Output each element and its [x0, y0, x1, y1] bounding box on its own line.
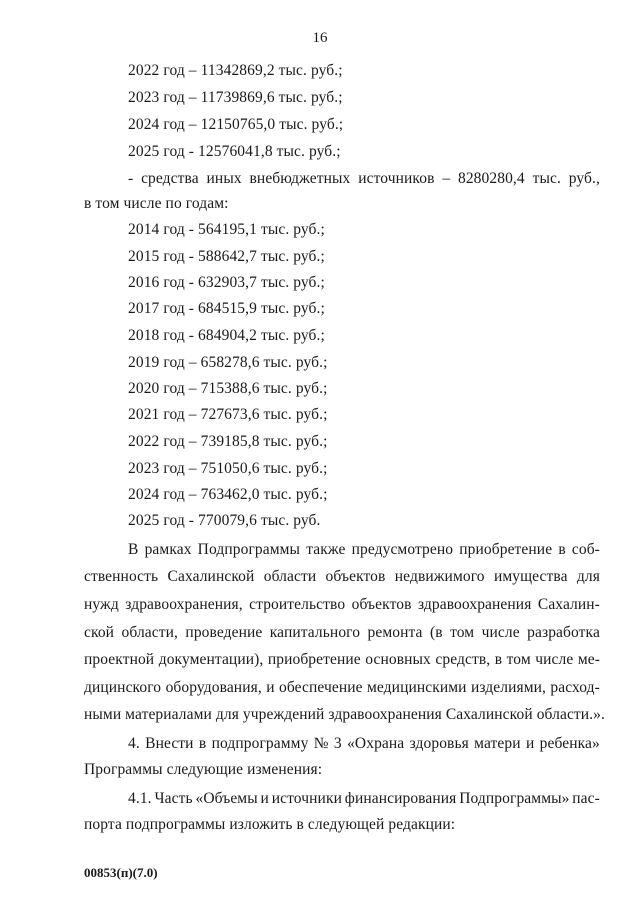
word: 4.1.: [128, 790, 152, 807]
word: здоровья: [409, 735, 469, 752]
year-line-2024: 2024 год – 12150765,0 тыс. руб.;: [128, 116, 344, 133]
word: Внести: [145, 735, 194, 752]
word: иных: [206, 170, 242, 187]
word: источники: [271, 790, 342, 807]
word: средства: [141, 170, 199, 187]
year-line-2018: 2018 год - 684904,2 тыс. руб.;: [128, 327, 325, 344]
year-line-2016: 2016 год - 632903,7 тыс. руб.;: [128, 274, 325, 291]
word: приобретение: [459, 541, 553, 558]
word: оборудования,: [165, 679, 262, 696]
paragraph-3-last-line: порта подпрограммы изложить в следующей редакции:: [84, 816, 456, 833]
word: приобретение: [267, 651, 361, 668]
word: –: [442, 170, 451, 187]
year-line-2020: 2020 год – 715388,6 тыс. руб.;: [128, 380, 328, 397]
word: имущества: [493, 568, 568, 585]
year-line-2023: 2023 год – 11739869,6 тыс. руб.;: [128, 89, 343, 106]
word: числе: [535, 651, 574, 668]
word: рамках: [144, 541, 192, 558]
word: и: [525, 735, 535, 752]
word: и: [260, 790, 269, 807]
word: капитального: [269, 624, 361, 641]
word: ской: [84, 624, 115, 641]
year-line-2017: 2017 год - 684515,9 тыс. руб.;: [128, 300, 325, 317]
word: №: [313, 735, 329, 752]
word: Подпрограммы: [197, 541, 301, 558]
year-line-2025b: 2025 год - 770079,6 тыс. руб.: [128, 512, 321, 529]
word: проведение: [185, 624, 263, 641]
word: (в: [429, 624, 443, 641]
year-line-2021: 2021 год – 727673,6 тыс. руб.;: [128, 406, 328, 423]
word: 4.: [128, 735, 140, 752]
paragraph-1-last-line: ными материалами для учреждений здравоохранения Сахалинской области.».: [84, 706, 606, 723]
word: Подпрограммы»: [459, 790, 570, 807]
word: здравоохранения,: [125, 596, 243, 613]
paragraph-1-line-4: [84, 624, 600, 642]
year-line-2024b: 2024 год – 763462,0 тыс. руб.;: [128, 486, 328, 503]
word: тыс.: [532, 170, 561, 187]
word: области,: [121, 624, 178, 641]
paragraph-3-line-1: [128, 790, 600, 808]
paragraph-1-line-2: [84, 568, 600, 586]
word: ремонта: [367, 624, 423, 641]
word: Сахалинской: [167, 568, 255, 585]
word: здравоохранения: [417, 596, 532, 613]
word: и: [266, 679, 275, 696]
word: в: [494, 651, 503, 668]
word: числе: [481, 624, 520, 641]
word: объектов: [351, 596, 412, 613]
word: руб.,: [568, 170, 600, 187]
word: ребенка»: [539, 735, 600, 752]
word: средств,: [435, 651, 491, 668]
paragraph-2-line-1: [128, 735, 600, 753]
word: строительство: [249, 596, 346, 613]
word: Часть: [154, 790, 193, 807]
word: матери: [474, 735, 521, 752]
word: недвижимого: [394, 568, 485, 585]
paragraph-1-line-1: [128, 541, 600, 559]
year-line-2015: 2015 год - 588642,7 тыс. руб.;: [128, 248, 325, 265]
year-line-2025: 2025 год - 12576041,8 тыс. руб.;: [128, 143, 341, 160]
year-line-2023b: 2023 год – 751050,6 тыс. руб.;: [128, 460, 328, 477]
word: том: [450, 624, 475, 641]
paragraph-1-line-6: [84, 679, 600, 697]
word: расход-: [550, 679, 600, 696]
word: соб-: [571, 541, 600, 558]
paragraph-1-line-5: [84, 651, 600, 669]
word: основных: [365, 651, 431, 668]
paragraph-2-last-line: Программы следующие изменения:: [84, 761, 323, 778]
word: «Охрана: [347, 735, 405, 752]
word: финансирования: [344, 790, 457, 807]
page-number: 16: [312, 30, 328, 46]
word: в: [198, 735, 207, 752]
word: предусмотрено: [351, 541, 454, 558]
word: В: [128, 541, 139, 558]
year-line-2014: 2014 год - 564195,1 тыс. руб.;: [128, 221, 325, 238]
document-code: 00853(п)(7.0): [84, 865, 158, 880]
word: объектов: [325, 568, 386, 585]
word: медицинскими: [367, 679, 467, 696]
word: источников: [358, 170, 435, 187]
word: 8280280,4: [457, 170, 525, 187]
word: также: [306, 541, 346, 558]
year-line-2019: 2019 год – 658278,6 тыс. руб.;: [128, 354, 328, 371]
word: 3: [333, 735, 342, 752]
word: Сахалин-: [537, 596, 600, 613]
year-line-2022: 2022 год – 11342869,2 тыс. руб.;: [128, 62, 343, 79]
year-line-2022b: 2022 год – 739185,8 тыс. руб.;: [128, 433, 328, 450]
word: пас-: [572, 790, 600, 807]
word: в: [558, 541, 566, 558]
extra-sources-line: [128, 170, 600, 188]
word: для: [576, 568, 600, 585]
word: проектной: [84, 651, 155, 668]
word: документации),: [158, 651, 264, 668]
word: ме-: [577, 651, 600, 668]
word: ственность: [84, 568, 159, 585]
word: разработка: [527, 624, 600, 641]
extra-sources-cont: в том числе по годам:: [84, 195, 229, 212]
word: подпрограмму: [211, 735, 309, 752]
paragraph-1-line-3: [84, 596, 600, 614]
word: обеспечение: [278, 679, 363, 696]
word: том: [506, 651, 531, 668]
word: изделиями,: [470, 679, 546, 696]
word: дицинского: [84, 679, 162, 696]
word: «Объемы: [195, 790, 258, 807]
word: области: [263, 568, 317, 585]
word: нужд: [84, 596, 119, 613]
word: внебюджетных: [249, 170, 351, 187]
word: -: [128, 170, 134, 187]
